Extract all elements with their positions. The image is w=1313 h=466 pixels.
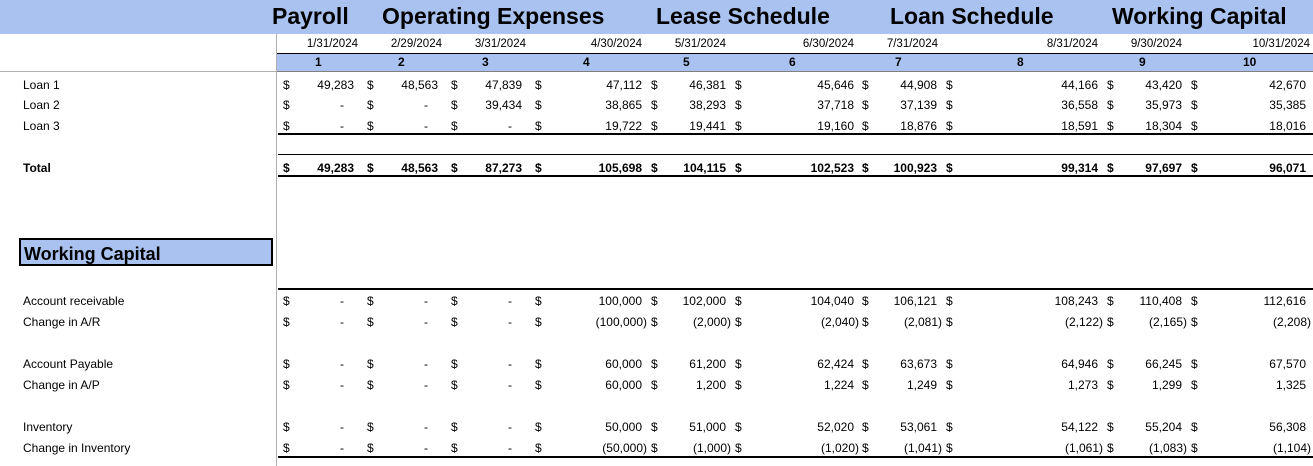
cell-value[interactable]: - <box>508 378 512 392</box>
cell-value[interactable]: 35,385 <box>1269 98 1306 112</box>
currency-symbol: $ <box>651 378 658 392</box>
cell-value[interactable]: 99,314 <box>1061 161 1098 175</box>
currency-symbol: $ <box>451 294 458 308</box>
currency-symbol: $ <box>946 98 953 112</box>
currency-symbol: $ <box>451 315 458 329</box>
currency-symbol: $ <box>735 119 742 133</box>
currency-symbol: $ <box>651 315 658 329</box>
currency-symbol: $ <box>283 119 290 133</box>
currency-symbol: $ <box>367 98 374 112</box>
currency-symbol: $ <box>946 78 953 92</box>
currency-symbol: $ <box>735 78 742 92</box>
cell-value[interactable]: 47,839 <box>485 78 522 92</box>
currency-symbol: $ <box>535 357 542 371</box>
currency-symbol: $ <box>735 441 742 455</box>
row-label[interactable]: Change in A/P <box>23 378 100 392</box>
currency-symbol: $ <box>862 357 869 371</box>
date-header: 6/30/2024 <box>802 38 854 50</box>
cell-value[interactable]: - <box>424 441 428 455</box>
cell-value[interactable]: 110,408 <box>1139 294 1182 308</box>
date-header: 5/31/2024 <box>674 38 726 50</box>
currency-symbol: $ <box>283 420 290 434</box>
row-label[interactable]: Account Payable <box>23 357 114 371</box>
cell-value[interactable]: (2,208) <box>1272 315 1311 329</box>
cell-value[interactable]: 105,698 <box>598 161 642 175</box>
currency-symbol: $ <box>1191 357 1198 371</box>
cell-value[interactable]: - <box>508 294 512 308</box>
period-header-row <box>277 53 1313 72</box>
period-number: 1 <box>315 55 322 69</box>
currency-symbol: $ <box>535 315 542 329</box>
cell-value[interactable]: 60,000 <box>605 378 642 392</box>
row-label[interactable]: Loan 1 <box>23 78 60 92</box>
cell-value[interactable]: 64,946 <box>1061 357 1098 371</box>
currency-symbol: $ <box>1107 420 1114 434</box>
cell-value[interactable]: (1,104) <box>1272 441 1311 455</box>
cell-value[interactable]: 100,923 <box>893 161 937 175</box>
cell-value[interactable]: 102,523 <box>810 161 854 175</box>
cell-value[interactable]: 19,722 <box>605 119 642 133</box>
currency-symbol: $ <box>451 378 458 392</box>
cell-value[interactable]: 60,000 <box>605 357 642 371</box>
row-label[interactable]: Change in Inventory <box>23 441 131 455</box>
period-number: 4 <box>583 55 590 69</box>
currency-symbol: $ <box>946 161 953 175</box>
cell-value[interactable]: - <box>508 357 512 371</box>
cell-value[interactable]: 42,670 <box>1269 78 1306 92</box>
currency-symbol: $ <box>735 315 742 329</box>
currency-symbol: $ <box>451 161 458 175</box>
tab-loan-schedule[interactable]: Loan Schedule <box>890 3 1054 29</box>
period-number: 9 <box>1139 55 1146 69</box>
cell-value[interactable]: 51,000 <box>689 420 726 434</box>
row-border <box>278 133 1313 135</box>
period-number: 6 <box>789 55 796 69</box>
currency-symbol: $ <box>367 441 374 455</box>
tab-payroll[interactable]: Payroll <box>272 3 349 29</box>
cell-value[interactable]: - <box>424 294 428 308</box>
cell-value[interactable]: 102,000 <box>682 294 726 308</box>
column-divider <box>276 34 277 466</box>
tab-lease-schedule[interactable]: Lease Schedule <box>656 3 830 29</box>
currency-symbol: $ <box>651 119 658 133</box>
cell-value[interactable]: 18,304 <box>1145 119 1182 133</box>
cell-value[interactable]: (2,165) <box>1148 315 1187 329</box>
currency-symbol: $ <box>946 294 953 308</box>
cell-value[interactable]: - <box>340 357 344 371</box>
currency-symbol: $ <box>651 294 658 308</box>
currency-symbol: $ <box>451 357 458 371</box>
cell-value[interactable]: 50,000 <box>605 420 642 434</box>
currency-symbol: $ <box>862 161 869 175</box>
currency-symbol: $ <box>535 98 542 112</box>
cell-value[interactable]: - <box>424 357 428 371</box>
currency-symbol: $ <box>946 357 953 371</box>
cell-value[interactable]: 96,071 <box>1269 161 1306 175</box>
header-separator <box>0 71 277 72</box>
currency-symbol: $ <box>735 378 742 392</box>
currency-symbol: $ <box>535 78 542 92</box>
cell-value[interactable]: 53,061 <box>900 420 937 434</box>
date-header: 3/31/2024 <box>474 38 526 50</box>
currency-symbol: $ <box>367 161 374 175</box>
currency-symbol: $ <box>283 378 290 392</box>
cell-value[interactable]: (1,083) <box>1148 441 1187 455</box>
cell-value[interactable]: 38,865 <box>605 98 642 112</box>
row-label[interactable]: Account receivable <box>23 294 125 308</box>
cell-value[interactable]: 56,308 <box>1269 420 1306 434</box>
cell-value[interactable]: 43,420 <box>1145 78 1182 92</box>
cell-value[interactable]: 38,293 <box>689 98 726 112</box>
currency-symbol: $ <box>367 294 374 308</box>
currency-symbol: $ <box>1107 315 1114 329</box>
cell-value[interactable]: 47,112 <box>606 78 642 92</box>
currency-symbol: $ <box>283 315 290 329</box>
currency-symbol: $ <box>1107 161 1114 175</box>
currency-symbol: $ <box>283 78 290 92</box>
cell-value[interactable]: 39,434 <box>485 98 522 112</box>
cell-value[interactable]: 112,616 <box>1263 294 1306 308</box>
cell-value[interactable]: (1,000) <box>692 441 731 455</box>
currency-symbol: $ <box>535 119 542 133</box>
currency-symbol: $ <box>367 420 374 434</box>
cell-value[interactable]: (1,041) <box>903 441 942 455</box>
cell-value[interactable]: 19,160 <box>817 119 854 133</box>
cell-value[interactable]: 18,591 <box>1061 119 1098 133</box>
currency-symbol: $ <box>535 378 542 392</box>
currency-symbol: $ <box>1191 378 1198 392</box>
currency-symbol: $ <box>862 294 869 308</box>
cell-value[interactable]: - <box>340 378 344 392</box>
currency-symbol: $ <box>1107 78 1114 92</box>
cell-value[interactable]: (2,122) <box>1064 315 1103 329</box>
date-header: 1/31/2024 <box>306 38 358 50</box>
currency-symbol: $ <box>946 315 953 329</box>
currency-symbol: $ <box>735 161 742 175</box>
cell-value[interactable]: 1,325 <box>1275 378 1306 392</box>
currency-symbol: $ <box>283 441 290 455</box>
cell-value[interactable]: 48,563 <box>401 161 438 175</box>
cell-value[interactable]: 1,273 <box>1067 378 1098 392</box>
cell-value[interactable]: - <box>340 441 344 455</box>
currency-symbol: $ <box>651 357 658 371</box>
currency-symbol: $ <box>451 441 458 455</box>
cell-value[interactable]: (1,061) <box>1064 441 1103 455</box>
date-header: 4/30/2024 <box>590 38 642 50</box>
row-border <box>278 288 1313 290</box>
cell-value[interactable]: 67,570 <box>1269 357 1306 371</box>
currency-symbol: $ <box>367 378 374 392</box>
currency-symbol: $ <box>862 98 869 112</box>
cell-value[interactable]: 1,249 <box>906 378 937 392</box>
currency-symbol: $ <box>535 441 542 455</box>
currency-symbol: $ <box>1107 294 1114 308</box>
cell-value[interactable]: 48,563 <box>401 78 438 92</box>
currency-symbol: $ <box>283 294 290 308</box>
cell-value[interactable]: (2,081) <box>903 315 942 329</box>
currency-symbol: $ <box>367 357 374 371</box>
row-border <box>278 154 1313 155</box>
cell-value[interactable]: - <box>424 315 428 329</box>
currency-symbol: $ <box>451 420 458 434</box>
currency-symbol: $ <box>1191 315 1198 329</box>
currency-symbol: $ <box>535 294 542 308</box>
cell-value[interactable]: 97,697 <box>1145 161 1182 175</box>
cell-value[interactable]: 46,381 <box>689 78 726 92</box>
cell-value[interactable]: 37,718 <box>817 98 854 112</box>
currency-symbol: $ <box>735 294 742 308</box>
cell-value[interactable]: - <box>340 119 344 133</box>
cell-value[interactable]: 18,016 <box>1269 119 1306 133</box>
cell-value[interactable]: 54,122 <box>1061 420 1098 434</box>
row-border <box>278 175 1313 177</box>
currency-symbol: $ <box>535 420 542 434</box>
date-header: 9/30/2024 <box>1130 38 1182 50</box>
currency-symbol: $ <box>367 315 374 329</box>
cell-value[interactable]: - <box>424 119 428 133</box>
cell-value[interactable]: 36,558 <box>1061 98 1098 112</box>
cell-value[interactable]: 104,040 <box>810 294 854 308</box>
row-border <box>278 456 1313 458</box>
period-number: 3 <box>482 55 489 69</box>
currency-symbol: $ <box>1107 378 1114 392</box>
period-number: 10 <box>1243 55 1257 69</box>
currency-symbol: $ <box>1107 441 1114 455</box>
cell-value[interactable]: 49,283 <box>317 78 354 92</box>
cell-value[interactable]: - <box>424 98 428 112</box>
row-label[interactable]: Change in A/R <box>23 315 101 329</box>
cell-value[interactable]: 45,646 <box>817 78 854 92</box>
currency-symbol: $ <box>946 441 953 455</box>
cell-value[interactable]: 44,166 <box>1061 78 1098 92</box>
currency-symbol: $ <box>367 119 374 133</box>
currency-symbol: $ <box>862 315 869 329</box>
date-header: 2/29/2024 <box>390 38 442 50</box>
currency-symbol: $ <box>651 78 658 92</box>
currency-symbol: $ <box>735 98 742 112</box>
cell-value[interactable]: 61,200 <box>689 357 726 371</box>
cell-value[interactable]: 1,200 <box>695 378 726 392</box>
currency-symbol: $ <box>451 119 458 133</box>
currency-symbol: $ <box>283 161 290 175</box>
currency-symbol: $ <box>1191 161 1198 175</box>
currency-symbol: $ <box>862 119 869 133</box>
cell-value[interactable]: 87,273 <box>485 161 522 175</box>
currency-symbol: $ <box>1107 98 1114 112</box>
cell-value[interactable]: (100,000) <box>595 315 647 329</box>
currency-symbol: $ <box>451 98 458 112</box>
cell-value[interactable]: - <box>508 441 512 455</box>
cell-value[interactable]: 108,243 <box>1054 294 1098 308</box>
date-header: 7/31/2024 <box>886 38 938 50</box>
cell-value[interactable]: 35,973 <box>1145 98 1182 112</box>
cell-value[interactable]: 1,224 <box>823 378 854 392</box>
cell-value[interactable]: 66,245 <box>1145 357 1182 371</box>
cell-value[interactable]: - <box>508 420 512 434</box>
currency-symbol: $ <box>735 357 742 371</box>
currency-symbol: $ <box>651 420 658 434</box>
cell-value[interactable]: 44,908 <box>900 78 937 92</box>
row-label[interactable]: Loan 2 <box>23 98 60 112</box>
currency-symbol: $ <box>1191 294 1198 308</box>
cell-value[interactable]: 100,000 <box>598 294 642 308</box>
cell-value[interactable]: 19,441 <box>689 119 726 133</box>
row-label[interactable]: Total <box>23 161 51 175</box>
period-number: 7 <box>895 55 902 69</box>
cell-value[interactable]: 62,424 <box>817 357 854 371</box>
cell-value[interactable]: 18,876 <box>900 119 937 133</box>
currency-symbol: $ <box>1191 441 1198 455</box>
currency-symbol: $ <box>946 119 953 133</box>
cell-value[interactable]: (2,000) <box>692 315 731 329</box>
cell-value[interactable]: 55,204 <box>1145 420 1182 434</box>
tab-operating-expenses[interactable]: Operating Expenses <box>382 3 605 29</box>
cell-value[interactable]: 106,121 <box>893 294 937 308</box>
currency-symbol: $ <box>862 420 869 434</box>
currency-symbol: $ <box>651 161 658 175</box>
currency-symbol: $ <box>946 378 953 392</box>
currency-symbol: $ <box>1191 420 1198 434</box>
currency-symbol: $ <box>946 420 953 434</box>
currency-symbol: $ <box>535 161 542 175</box>
cell-value[interactable]: (2,040) <box>820 315 859 329</box>
cell-value[interactable]: 37,139 <box>900 98 937 112</box>
cell-value[interactable]: - <box>424 378 428 392</box>
cell-value[interactable]: - <box>424 420 428 434</box>
working-capital-title[interactable]: Working Capital <box>19 238 273 266</box>
date-header: 10/31/2024 <box>1252 38 1310 50</box>
currency-symbol: $ <box>1191 78 1198 92</box>
currency-symbol: $ <box>451 78 458 92</box>
currency-symbol: $ <box>735 420 742 434</box>
cell-value[interactable]: - <box>508 119 512 133</box>
currency-symbol: $ <box>367 78 374 92</box>
cell-value[interactable]: - <box>340 98 344 112</box>
date-header: 8/31/2024 <box>1046 38 1098 50</box>
cell-value[interactable]: - <box>340 315 344 329</box>
cell-value[interactable]: - <box>508 315 512 329</box>
currency-symbol: $ <box>651 441 658 455</box>
cell-value[interactable]: (50,000) <box>602 441 647 455</box>
currency-symbol: $ <box>283 357 290 371</box>
row-label[interactable]: Loan 3 <box>23 119 60 133</box>
period-number: 5 <box>683 55 690 69</box>
currency-symbol: $ <box>651 98 658 112</box>
cell-value[interactable]: 49,283 <box>317 161 354 175</box>
currency-symbol: $ <box>1191 98 1198 112</box>
period-number: 8 <box>1017 55 1024 69</box>
currency-symbol: $ <box>862 378 869 392</box>
currency-symbol: $ <box>862 78 869 92</box>
currency-symbol: $ <box>1107 119 1114 133</box>
cell-value[interactable]: 63,673 <box>900 357 937 371</box>
cell-value[interactable]: - <box>340 294 344 308</box>
cell-value[interactable]: 52,020 <box>817 420 854 434</box>
tab-working-capital[interactable]: Working Capital <box>1112 3 1287 29</box>
cell-value[interactable]: 104,115 <box>683 161 726 175</box>
sheet-tab-bar <box>0 0 1313 34</box>
row-label[interactable]: Inventory <box>23 420 73 434</box>
currency-symbol: $ <box>1191 119 1198 133</box>
cell-value[interactable]: - <box>340 420 344 434</box>
currency-symbol: $ <box>1107 357 1114 371</box>
cell-value[interactable]: 1,299 <box>1151 378 1182 392</box>
currency-symbol: $ <box>862 441 869 455</box>
cell-value[interactable]: (1,020) <box>820 441 859 455</box>
period-number: 2 <box>398 55 405 69</box>
currency-symbol: $ <box>283 98 290 112</box>
